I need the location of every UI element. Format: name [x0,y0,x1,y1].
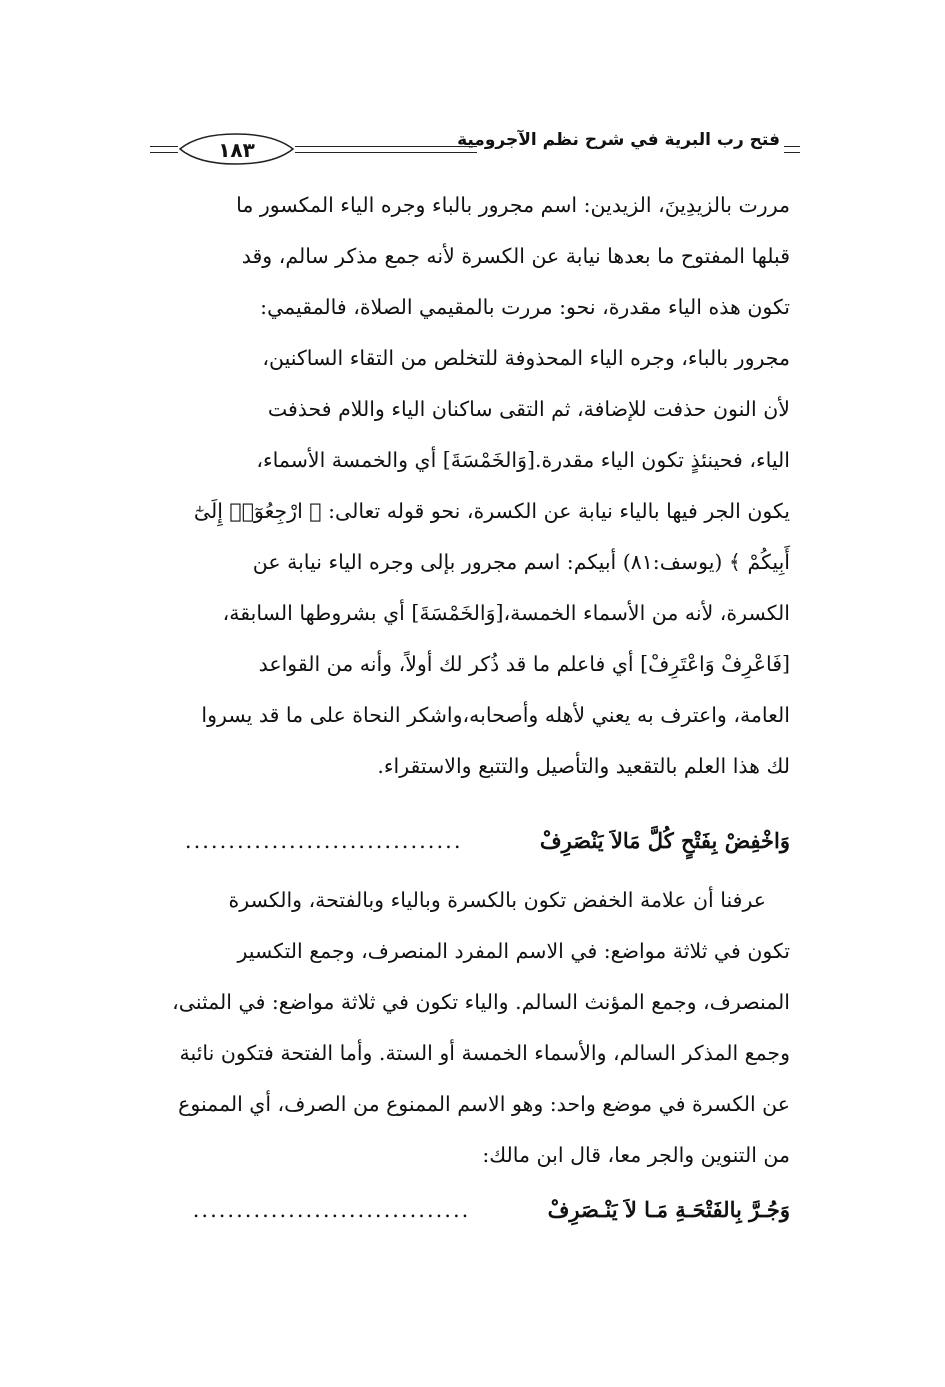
text-line: لك هذا العلم بالتقعيد والتأصيل والتتبع والاستقراء. [377,754,790,778]
page-number: ١٨٣ [218,138,255,162]
text-line: لأن النون حذفت للإضافة، ثم التقى ساكنان الياء واللام فحذفت [267,397,790,421]
text-line: العامة، واعترف به يعني لأهله وأصحابه،واشكر النحاة على ما قد يسروا [201,703,790,727]
text-line: عن الكسرة في موضع واحد: وهو الاسم الممنوع من الصرف، أي الممنوع [178,1092,790,1116]
text-line: المنصرف، وجمع المؤنث السالم. والياء تكون في ثلاثة مواضع: في المثنى، [172,990,790,1014]
header-rule-middle [295,146,477,153]
header-rule-right [784,146,800,153]
text-line: وجمع المذكر السالم، والأسماء الخمسة أو الستة. وأما الفتحة فتكون نائبة [179,1041,790,1065]
text-line: أَبِيكُمْ ﴾ (يوسف:٨١) أبيكم: اسم مجرور بإلى وجره الياء نيابة عن [252,550,790,574]
text-line: مجرور بالباء، وجره الياء المحذوفة للتخلص من التقاء الساكنين، [262,346,790,370]
text-line: من التنوين والجر معا، قال ابن مالك: [482,1143,790,1167]
verse-text: وَاخْفِضْ بِفَتْحٍ كُلَّ مَالاَ يَنْصَرِفْ [539,828,790,853]
text-line: يكون الجر فيها بالياء نيابة عن الكسرة، نحو قوله تعالى: ﴿ ارْجِعُوٓا۟ إِلَىٰٓ [193,499,790,523]
running-header [150,118,800,168]
text-line: الكسرة، لأنه من الأسماء الخمسة،[وَالخَمْسَةَ] أي بشروطها السابقة، [222,601,790,625]
verse-line-1 [150,828,790,853]
header-rule-left [150,146,178,153]
second-paragraph [150,875,790,1181]
text-line: قبلها المفتوح ما بعدها نيابة عن الكسرة لأنه جمع مذكر سالم، وقد [241,244,790,268]
text-line: تكون هذه الياء مقدرة، نحو: مررت بالمقيمي الصلاة، فالمقيمي: [260,295,790,319]
main-paragraph [150,180,790,792]
page-number-frame [178,132,295,166]
header-title: فتح رب البرية في شرح نظم الآجرومية [457,130,780,150]
verse-line-2 [140,1197,790,1222]
verse-dots: ................................ [184,829,463,853]
text-line: مررت بالزيدِينَ، الزيدين: اسم مجرور بالباء وجره الياء المكسور ما [236,193,790,217]
text-line: تكون في ثلاثة مواضع: في الاسم المفرد المنصرف، وجمع التكسير [237,939,790,963]
verse-text: وَجُـرَّ بِالفَتْحَـةِ مَـا لاَ يَنْـصَرِفْ [547,1197,790,1222]
text-line: عرفنا أن علامة الخفض تكون بالكسرة وبالياء وبالفتحة، والكسرة [228,888,766,912]
verse-dots: ................................ [192,1198,471,1222]
text-line: [فَاعْرِفْ وَاعْتَرِفْ] أي فاعلم ما قد ذُكر لك أولاً، وأنه من القواعد [258,652,790,676]
text-line: الياء، فحينئذٍ تكون الياء مقدرة.[وَالخَمْسَةَ] أي والخمسة الأسماء، [256,448,790,472]
